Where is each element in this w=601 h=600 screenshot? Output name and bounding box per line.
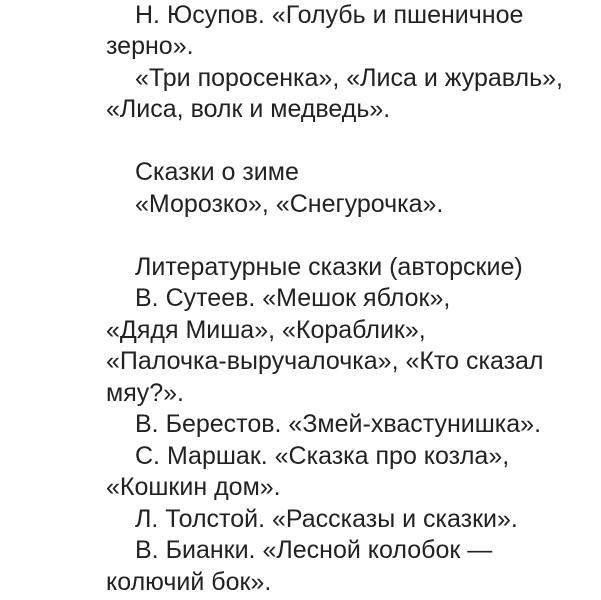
text-line: Литературные сказки (авторские): [135, 253, 523, 281]
text-line: Сказки о зиме: [135, 158, 299, 186]
text-line: «Лиса, волк и медведь».: [106, 95, 391, 123]
text-line: В. Берестов. «Змей-хвастунишка».: [135, 410, 542, 438]
text-line: «Кошкин дом».: [106, 473, 281, 501]
text-line: «Дядя Миша», «Кораблик»,: [106, 316, 426, 344]
text-line: Л. Толстой. «Рассказы и сказки».: [135, 505, 518, 533]
text-line: «Три поросенка», «Лиса и журавль»,: [135, 64, 563, 92]
text-line: В. Сутеев. «Мешок яблок»,: [135, 284, 451, 312]
text-line: колючий бок».: [106, 568, 272, 596]
text-line: зерно».: [106, 32, 194, 60]
text-line: С. Маршак. «Сказка про козла»,: [135, 442, 510, 470]
text-line: Н. Юсупов. «Голубь и пшеничное: [135, 1, 524, 29]
text-line: мяу?».: [106, 379, 184, 407]
text-line: В. Бианки. «Лесной колобок —: [135, 536, 493, 564]
text-line: «Морозко», «Снегурочка».: [135, 190, 444, 218]
text-line: «Палочка-выручалочка», «Кто сказал: [106, 347, 544, 375]
